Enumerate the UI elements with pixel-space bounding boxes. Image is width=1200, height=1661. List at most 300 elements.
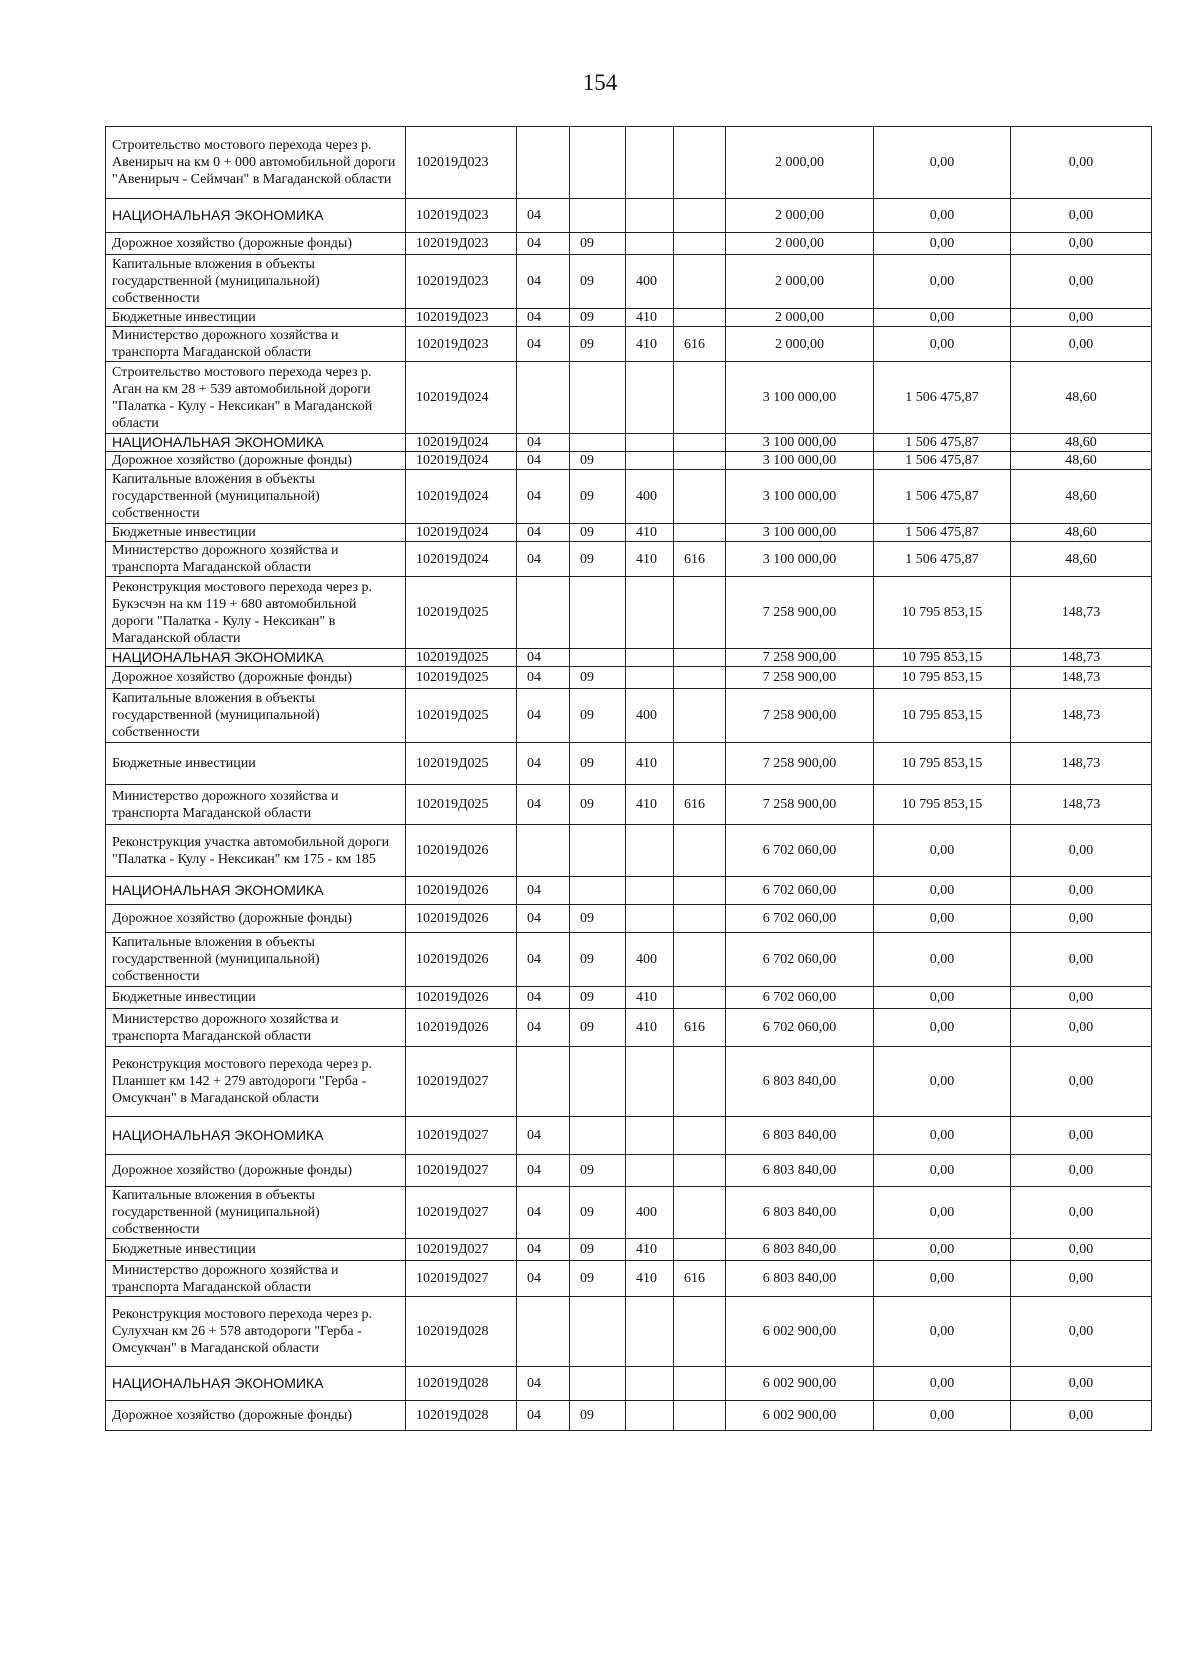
actual-amount-cell: 1 506 475,87 — [874, 362, 1011, 434]
target-code-cell: 102019Д024 — [406, 434, 517, 452]
section-cell: 04 — [517, 542, 570, 577]
plan-amount-cell: 6 803 840,00 — [726, 1261, 874, 1297]
subsection-cell: 09 — [570, 933, 626, 987]
expense-type-cell: 400 — [626, 689, 674, 743]
budget-table — [105, 126, 1152, 1431]
plan-amount-cell: 3 100 000,00 — [726, 524, 874, 542]
percent-cell: 0,00 — [1011, 1261, 1152, 1297]
expense-type-cell: 410 — [626, 1261, 674, 1297]
actual-amount-cell: 10 795 853,15 — [874, 577, 1011, 649]
actual-amount-cell: 0,00 — [874, 233, 1011, 255]
target-code-cell: 102019Д026 — [406, 1009, 517, 1047]
ministry-code-cell — [674, 1401, 726, 1431]
ministry-code-cell — [674, 199, 726, 233]
item-name-cell: Реконструкция мостового перехода через р. Планшет км 142 + 279 автодороги "Герба - Омсукчан" в Магаданской области — [106, 1047, 406, 1117]
actual-amount-cell: 0,00 — [874, 905, 1011, 933]
target-code-cell: 102019Д023 — [406, 233, 517, 255]
ministry-code-cell — [674, 905, 726, 933]
actual-amount-cell: 10 795 853,15 — [874, 689, 1011, 743]
item-name-cell: Дорожное хозяйство (дорожные фонды) — [106, 233, 406, 255]
table-row — [106, 825, 1152, 877]
ministry-code-cell — [674, 825, 726, 877]
expense-type-cell — [626, 1117, 674, 1155]
actual-amount-cell: 0,00 — [874, 1367, 1011, 1401]
actual-amount-cell: 10 795 853,15 — [874, 785, 1011, 825]
item-name-cell: Дорожное хозяйство (дорожные фонды) — [106, 1401, 406, 1431]
table-row — [106, 199, 1152, 233]
ministry-code-cell — [674, 434, 726, 452]
table-row — [106, 1239, 1152, 1261]
subsection-cell: 09 — [570, 524, 626, 542]
ministry-code-cell — [674, 1047, 726, 1117]
percent-cell: 148,73 — [1011, 667, 1152, 689]
item-name-cell: Бюджетные инвестиции — [106, 1239, 406, 1261]
target-code-cell: 102019Д027 — [406, 1117, 517, 1155]
actual-amount-cell: 0,00 — [874, 1187, 1011, 1239]
percent-cell: 0,00 — [1011, 877, 1152, 905]
target-code-cell: 102019Д023 — [406, 327, 517, 362]
table-row — [106, 127, 1152, 199]
section-cell: 04 — [517, 1009, 570, 1047]
item-name-cell: НАЦИОНАЛЬНАЯ ЭКОНОМИКА — [106, 649, 406, 667]
actual-amount-cell: 0,00 — [874, 1047, 1011, 1117]
section-cell — [517, 362, 570, 434]
expense-type-cell — [626, 667, 674, 689]
plan-amount-cell: 6 803 840,00 — [726, 1239, 874, 1261]
item-name-cell: НАЦИОНАЛЬНАЯ ЭКОНОМИКА — [106, 434, 406, 452]
subsection-cell — [570, 1297, 626, 1367]
item-name-cell: Министерство дорожного хозяйства и транспорта Магаданской области — [106, 1261, 406, 1297]
ministry-code-cell — [674, 233, 726, 255]
percent-cell: 0,00 — [1011, 199, 1152, 233]
section-cell: 04 — [517, 470, 570, 524]
item-name-cell: Бюджетные инвестиции — [106, 987, 406, 1009]
table-row — [106, 434, 1152, 452]
actual-amount-cell: 0,00 — [874, 987, 1011, 1009]
section-cell — [517, 1297, 570, 1367]
actual-amount-cell: 10 795 853,15 — [874, 649, 1011, 667]
plan-amount-cell: 6 002 900,00 — [726, 1401, 874, 1431]
table-row — [106, 785, 1152, 825]
section-cell: 04 — [517, 987, 570, 1009]
ministry-code-cell — [674, 452, 726, 470]
item-name-cell: НАЦИОНАЛЬНАЯ ЭКОНОМИКА — [106, 1117, 406, 1155]
item-name-cell: Министерство дорожного хозяйства и транспорта Магаданской области — [106, 327, 406, 362]
table-row — [106, 1297, 1152, 1367]
actual-amount-cell: 0,00 — [874, 1117, 1011, 1155]
actual-amount-cell: 10 795 853,15 — [874, 667, 1011, 689]
section-cell — [517, 1047, 570, 1117]
table-row — [106, 689, 1152, 743]
percent-cell: 48,60 — [1011, 542, 1152, 577]
target-code-cell: 102019Д028 — [406, 1401, 517, 1431]
ministry-code-cell — [674, 255, 726, 309]
target-code-cell: 102019Д028 — [406, 1297, 517, 1367]
ministry-code-cell — [674, 1239, 726, 1261]
ministry-code-cell — [674, 1367, 726, 1401]
target-code-cell: 102019Д025 — [406, 649, 517, 667]
percent-cell: 0,00 — [1011, 127, 1152, 199]
percent-cell: 148,73 — [1011, 785, 1152, 825]
plan-amount-cell: 2 000,00 — [726, 255, 874, 309]
section-cell: 04 — [517, 877, 570, 905]
ministry-code-cell — [674, 470, 726, 524]
target-code-cell: 102019Д027 — [406, 1187, 517, 1239]
target-code-cell: 102019Д025 — [406, 785, 517, 825]
ministry-code-cell — [674, 689, 726, 743]
target-code-cell: 102019Д027 — [406, 1155, 517, 1187]
table-row — [106, 327, 1152, 362]
expense-type-cell — [626, 1047, 674, 1117]
target-code-cell: 102019Д023 — [406, 199, 517, 233]
subsection-cell — [570, 1047, 626, 1117]
plan-amount-cell: 6 702 060,00 — [726, 905, 874, 933]
ministry-code-cell: 616 — [674, 327, 726, 362]
actual-amount-cell: 10 795 853,15 — [874, 743, 1011, 785]
subsection-cell: 09 — [570, 233, 626, 255]
expense-type-cell — [626, 199, 674, 233]
percent-cell: 48,60 — [1011, 524, 1152, 542]
subsection-cell: 09 — [570, 667, 626, 689]
item-name-cell: Бюджетные инвестиции — [106, 524, 406, 542]
actual-amount-cell: 0,00 — [874, 1009, 1011, 1047]
percent-cell: 0,00 — [1011, 233, 1152, 255]
item-name-cell: НАЦИОНАЛЬНАЯ ЭКОНОМИКА — [106, 199, 406, 233]
item-name-cell: Капитальные вложения в объекты государственной (муниципальной) собственности — [106, 933, 406, 987]
plan-amount-cell: 6 002 900,00 — [726, 1367, 874, 1401]
subsection-cell — [570, 199, 626, 233]
subsection-cell — [570, 877, 626, 905]
plan-amount-cell: 3 100 000,00 — [726, 452, 874, 470]
table-row — [106, 309, 1152, 327]
table-row — [106, 362, 1152, 434]
percent-cell: 0,00 — [1011, 905, 1152, 933]
percent-cell: 0,00 — [1011, 825, 1152, 877]
percent-cell: 48,60 — [1011, 434, 1152, 452]
subsection-cell: 09 — [570, 1155, 626, 1187]
ministry-code-cell — [674, 1117, 726, 1155]
target-code-cell: 102019Д025 — [406, 577, 517, 649]
percent-cell: 0,00 — [1011, 1155, 1152, 1187]
actual-amount-cell: 0,00 — [874, 127, 1011, 199]
item-name-cell: Капитальные вложения в объекты государственной (муниципальной) собственности — [106, 689, 406, 743]
percent-cell: 48,60 — [1011, 362, 1152, 434]
item-name-cell: Дорожное хозяйство (дорожные фонды) — [106, 667, 406, 689]
item-name-cell: Дорожное хозяйство (дорожные фонды) — [106, 452, 406, 470]
section-cell: 04 — [517, 1261, 570, 1297]
actual-amount-cell: 0,00 — [874, 877, 1011, 905]
section-cell: 04 — [517, 649, 570, 667]
target-code-cell: 102019Д028 — [406, 1367, 517, 1401]
expense-type-cell — [626, 649, 674, 667]
item-name-cell: Реконструкция мостового перехода через р. Букэсчэн на км 119 + 680 автомобильной дороги "Палатка - Кулу - Нексикан" в Магаданской области — [106, 577, 406, 649]
actual-amount-cell: 0,00 — [874, 1155, 1011, 1187]
table-row — [106, 1009, 1152, 1047]
actual-amount-cell: 0,00 — [874, 199, 1011, 233]
subsection-cell: 09 — [570, 1009, 626, 1047]
subsection-cell: 09 — [570, 905, 626, 933]
ministry-code-cell: 616 — [674, 1261, 726, 1297]
table-row — [106, 542, 1152, 577]
actual-amount-cell: 0,00 — [874, 1297, 1011, 1367]
ministry-code-cell — [674, 933, 726, 987]
subsection-cell — [570, 825, 626, 877]
expense-type-cell: 400 — [626, 255, 674, 309]
section-cell: 04 — [517, 933, 570, 987]
target-code-cell: 102019Д026 — [406, 825, 517, 877]
subsection-cell: 09 — [570, 452, 626, 470]
item-name-cell: Бюджетные инвестиции — [106, 309, 406, 327]
plan-amount-cell: 7 258 900,00 — [726, 577, 874, 649]
expense-type-cell: 410 — [626, 987, 674, 1009]
subsection-cell: 09 — [570, 470, 626, 524]
subsection-cell: 09 — [570, 309, 626, 327]
percent-cell: 0,00 — [1011, 1367, 1152, 1401]
plan-amount-cell: 6 803 840,00 — [726, 1155, 874, 1187]
expense-type-cell — [626, 1155, 674, 1187]
table-row — [106, 987, 1152, 1009]
table-row — [106, 1117, 1152, 1155]
target-code-cell: 102019Д024 — [406, 524, 517, 542]
percent-cell: 0,00 — [1011, 309, 1152, 327]
table-row — [106, 933, 1152, 987]
item-name-cell: Капитальные вложения в объекты государственной (муниципальной) собственности — [106, 1187, 406, 1239]
table-row — [106, 905, 1152, 933]
plan-amount-cell: 7 258 900,00 — [726, 785, 874, 825]
percent-cell: 48,60 — [1011, 452, 1152, 470]
percent-cell: 148,73 — [1011, 743, 1152, 785]
expense-type-cell — [626, 825, 674, 877]
ministry-code-cell: 616 — [674, 1009, 726, 1047]
target-code-cell: 102019Д025 — [406, 667, 517, 689]
table-row — [106, 1367, 1152, 1401]
ministry-code-cell — [674, 649, 726, 667]
section-cell: 04 — [517, 1239, 570, 1261]
expense-type-cell — [626, 1367, 674, 1401]
expense-type-cell: 410 — [626, 524, 674, 542]
subsection-cell: 09 — [570, 542, 626, 577]
ministry-code-cell — [674, 987, 726, 1009]
percent-cell: 0,00 — [1011, 1297, 1152, 1367]
ministry-code-cell — [674, 667, 726, 689]
table-row — [106, 255, 1152, 309]
section-cell — [517, 127, 570, 199]
item-name-cell: Министерство дорожного хозяйства и транспорта Магаданской области — [106, 785, 406, 825]
ministry-code-cell — [674, 362, 726, 434]
subsection-cell: 09 — [570, 987, 626, 1009]
subsection-cell — [570, 1367, 626, 1401]
ministry-code-cell — [674, 877, 726, 905]
ministry-code-cell — [674, 577, 726, 649]
section-cell: 04 — [517, 1187, 570, 1239]
table-row — [106, 877, 1152, 905]
ministry-code-cell — [674, 1155, 726, 1187]
target-code-cell: 102019Д024 — [406, 542, 517, 577]
expense-type-cell — [626, 577, 674, 649]
subsection-cell — [570, 434, 626, 452]
section-cell: 04 — [517, 327, 570, 362]
section-cell: 04 — [517, 434, 570, 452]
plan-amount-cell: 3 100 000,00 — [726, 434, 874, 452]
actual-amount-cell: 0,00 — [874, 327, 1011, 362]
section-cell: 04 — [517, 255, 570, 309]
table-row — [106, 649, 1152, 667]
item-name-cell: Капитальные вложения в объекты государственной (муниципальной) собственности — [106, 255, 406, 309]
plan-amount-cell: 6 002 900,00 — [726, 1297, 874, 1367]
subsection-cell: 09 — [570, 1239, 626, 1261]
percent-cell: 0,00 — [1011, 1117, 1152, 1155]
subsection-cell — [570, 1117, 626, 1155]
item-name-cell: Бюджетные инвестиции — [106, 743, 406, 785]
subsection-cell: 09 — [570, 327, 626, 362]
target-code-cell: 102019Д026 — [406, 905, 517, 933]
subsection-cell — [570, 577, 626, 649]
table-row — [106, 524, 1152, 542]
plan-amount-cell: 3 100 000,00 — [726, 542, 874, 577]
table-row — [106, 1401, 1152, 1431]
plan-amount-cell: 7 258 900,00 — [726, 667, 874, 689]
table-row — [106, 667, 1152, 689]
section-cell: 04 — [517, 199, 570, 233]
table-row — [106, 1155, 1152, 1187]
table-row — [106, 743, 1152, 785]
table-row — [106, 233, 1152, 255]
item-name-cell: Реконструкция участка автомобильной дороги "Палатка - Кулу - Нексикан" км 175 - км 185 — [106, 825, 406, 877]
plan-amount-cell: 7 258 900,00 — [726, 743, 874, 785]
section-cell: 04 — [517, 452, 570, 470]
plan-amount-cell: 6 702 060,00 — [726, 987, 874, 1009]
item-name-cell: Строительство мостового перехода через р. Аган на км 28 + 539 автомобильной дороги "Палатка - Кулу - Нексикан" в Магаданской области — [106, 362, 406, 434]
percent-cell: 0,00 — [1011, 1239, 1152, 1261]
section-cell: 04 — [517, 1117, 570, 1155]
item-name-cell: Министерство дорожного хозяйства и транспорта Магаданской области — [106, 1009, 406, 1047]
target-code-cell: 102019Д026 — [406, 987, 517, 1009]
item-name-cell: Дорожное хозяйство (дорожные фонды) — [106, 1155, 406, 1187]
section-cell: 04 — [517, 309, 570, 327]
ministry-code-cell — [674, 127, 726, 199]
plan-amount-cell: 3 100 000,00 — [726, 470, 874, 524]
expense-type-cell — [626, 905, 674, 933]
ministry-code-cell: 616 — [674, 785, 726, 825]
subsection-cell: 09 — [570, 1401, 626, 1431]
ministry-code-cell — [674, 309, 726, 327]
expense-type-cell: 410 — [626, 309, 674, 327]
plan-amount-cell: 2 000,00 — [726, 127, 874, 199]
percent-cell: 0,00 — [1011, 933, 1152, 987]
table-row — [106, 470, 1152, 524]
percent-cell: 0,00 — [1011, 1009, 1152, 1047]
actual-amount-cell: 1 506 475,87 — [874, 452, 1011, 470]
item-name-cell: НАЦИОНАЛЬНАЯ ЭКОНОМИКА — [106, 1367, 406, 1401]
section-cell: 04 — [517, 689, 570, 743]
expense-type-cell: 400 — [626, 470, 674, 524]
section-cell: 04 — [517, 905, 570, 933]
actual-amount-cell: 0,00 — [874, 825, 1011, 877]
expense-type-cell: 400 — [626, 1187, 674, 1239]
target-code-cell: 102019Д027 — [406, 1047, 517, 1117]
percent-cell: 48,60 — [1011, 470, 1152, 524]
plan-amount-cell: 6 702 060,00 — [726, 1009, 874, 1047]
item-name-cell: НАЦИОНАЛЬНАЯ ЭКОНОМИКА — [106, 877, 406, 905]
expense-type-cell: 410 — [626, 327, 674, 362]
ministry-code-cell — [674, 524, 726, 542]
section-cell: 04 — [517, 524, 570, 542]
plan-amount-cell: 7 258 900,00 — [726, 649, 874, 667]
percent-cell: 0,00 — [1011, 327, 1152, 362]
percent-cell: 148,73 — [1011, 649, 1152, 667]
expense-type-cell — [626, 1297, 674, 1367]
target-code-cell: 102019Д024 — [406, 470, 517, 524]
subsection-cell: 09 — [570, 743, 626, 785]
section-cell: 04 — [517, 1401, 570, 1431]
expense-type-cell — [626, 452, 674, 470]
subsection-cell: 09 — [570, 1187, 626, 1239]
item-name-cell: Капитальные вложения в объекты государственной (муниципальной) собственности — [106, 470, 406, 524]
actual-amount-cell: 0,00 — [874, 933, 1011, 987]
target-code-cell: 102019Д023 — [406, 309, 517, 327]
actual-amount-cell: 0,00 — [874, 309, 1011, 327]
section-cell: 04 — [517, 1155, 570, 1187]
plan-amount-cell: 6 702 060,00 — [726, 825, 874, 877]
actual-amount-cell: 0,00 — [874, 255, 1011, 309]
item-name-cell: Дорожное хозяйство (дорожные фонды) — [106, 905, 406, 933]
plan-amount-cell: 6 803 840,00 — [726, 1117, 874, 1155]
table-row — [106, 452, 1152, 470]
page-number: 154 — [582, 70, 618, 95]
actual-amount-cell: 0,00 — [874, 1239, 1011, 1261]
subsection-cell: 09 — [570, 1261, 626, 1297]
percent-cell: 0,00 — [1011, 1047, 1152, 1117]
ministry-code-cell: 616 — [674, 542, 726, 577]
table-row — [106, 1047, 1152, 1117]
section-cell: 04 — [517, 1367, 570, 1401]
section-cell: 04 — [517, 233, 570, 255]
ministry-code-cell — [674, 1187, 726, 1239]
expense-type-cell — [626, 877, 674, 905]
plan-amount-cell: 3 100 000,00 — [726, 362, 874, 434]
percent-cell: 0,00 — [1011, 1401, 1152, 1431]
actual-amount-cell: 0,00 — [874, 1401, 1011, 1431]
expense-type-cell: 410 — [626, 785, 674, 825]
plan-amount-cell: 6 803 840,00 — [726, 1187, 874, 1239]
actual-amount-cell: 1 506 475,87 — [874, 434, 1011, 452]
plan-amount-cell: 6 803 840,00 — [726, 1047, 874, 1117]
table-row — [106, 1187, 1152, 1239]
table-row — [106, 1261, 1152, 1297]
table-body — [106, 127, 1152, 1431]
percent-cell: 0,00 — [1011, 987, 1152, 1009]
target-code-cell: 102019Д027 — [406, 1239, 517, 1261]
target-code-cell: 102019Д027 — [406, 1261, 517, 1297]
section-cell — [517, 577, 570, 649]
expense-type-cell — [626, 127, 674, 199]
section-cell: 04 — [517, 667, 570, 689]
target-code-cell: 102019Д023 — [406, 255, 517, 309]
subsection-cell: 09 — [570, 689, 626, 743]
actual-amount-cell: 1 506 475,87 — [874, 470, 1011, 524]
plan-amount-cell: 6 702 060,00 — [726, 933, 874, 987]
section-cell: 04 — [517, 785, 570, 825]
expense-type-cell — [626, 362, 674, 434]
item-name-cell: Строительство мостового перехода через р. Авенирыч на км 0 + 000 автомобильной дороги "Авенирыч - Сеймчан" в Магаданской области — [106, 127, 406, 199]
plan-amount-cell: 2 000,00 — [726, 233, 874, 255]
target-code-cell: 102019Д026 — [406, 933, 517, 987]
percent-cell: 148,73 — [1011, 577, 1152, 649]
expense-type-cell: 410 — [626, 1009, 674, 1047]
subsection-cell — [570, 127, 626, 199]
target-code-cell: 102019Д026 — [406, 877, 517, 905]
expense-type-cell: 410 — [626, 743, 674, 785]
